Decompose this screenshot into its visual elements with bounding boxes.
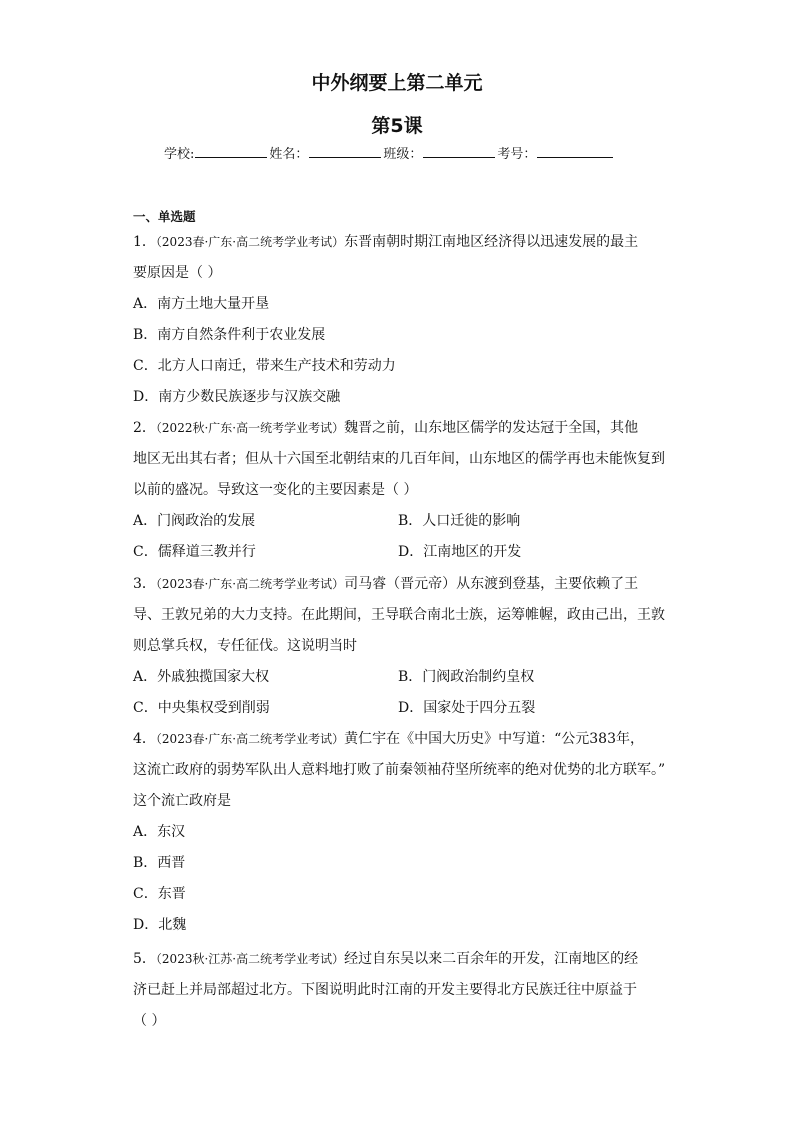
question-number: 1． — [133, 234, 156, 250]
options-row — [133, 537, 663, 568]
question-text: 地区无出其右者；但从十六国至北朝结束的几百年间，山东地区的儒学再也未能恢复到 — [133, 451, 665, 467]
question-source: （2022秋·广东·高一统考学业考试） — [155, 421, 345, 435]
class-field[interactable] — [423, 143, 495, 158]
question-source: （2023春·广东·高二统考学业考试） — [155, 235, 345, 249]
question-text: 则总掌兵权，专任征伐。这说明当时 — [133, 638, 357, 654]
option-c[interactable]: C．东晋 — [133, 886, 186, 902]
name-label: 姓名： — [269, 147, 309, 162]
options-row — [133, 506, 663, 537]
question-source: （2023春·广东·高二统考学业考试） — [155, 732, 345, 746]
question-5 — [133, 944, 663, 1037]
question-text: 司马睿（晋元帝）从东渡到登基，主要依赖了王 — [344, 576, 639, 592]
question-3 — [133, 569, 663, 724]
section-heading: 一、单选题 — [133, 209, 196, 224]
question-source: （2023春·广东·高二统考学业考试） — [155, 577, 345, 591]
question-number: 4． — [133, 731, 156, 747]
question-number: 5． — [133, 951, 156, 967]
question-text: 济已赶上并局部超过北方。下图说明此时江南的开发主要得北方民族迁往中原益于 — [133, 982, 637, 998]
question-number: 2． — [133, 420, 156, 436]
option-b[interactable]: B．人口迁徙的影响 — [398, 513, 521, 529]
question-text: 这个流亡政府是 — [133, 793, 231, 809]
school-label: 学校: — [164, 147, 195, 162]
class-label: 班级： — [383, 147, 423, 162]
school-field[interactable] — [195, 143, 267, 158]
question-number: 3． — [133, 576, 156, 592]
option-b[interactable]: B．南方自然条件利于农业发展 — [133, 327, 326, 343]
question-text: （ ） — [133, 1013, 166, 1029]
question-stem — [133, 944, 663, 975]
question-stem — [133, 413, 663, 444]
option-d[interactable]: D．南方少数民族逐步与汉族交融 — [133, 389, 341, 405]
option-b[interactable]: B．门阀政治制约皇权 — [398, 669, 535, 685]
option-d[interactable]: D．江南地区的开发 — [398, 544, 522, 560]
options-row — [133, 662, 663, 693]
option-b[interactable]: B．西晋 — [133, 855, 186, 871]
question-text: 经过自东吴以来二百余年的开发，江南地区的经 — [344, 951, 639, 967]
question-1 — [133, 227, 663, 413]
question-stem — [133, 724, 663, 755]
option-a[interactable]: A．外戚独揽国家大权 — [133, 669, 270, 685]
exam-number-label: 考号： — [497, 147, 537, 162]
question-text: 这流亡政府的弱势军队出人意料地打败了前秦领袖苻坚所统率的绝对优势的北方联军。” — [133, 762, 666, 778]
question-text: 黄仁宇在《中国大历史》中写道：“公元383年， — [344, 731, 644, 747]
option-a[interactable]: A．东汉 — [133, 824, 186, 840]
name-field[interactable] — [309, 143, 381, 158]
lesson-title: 第5课 — [371, 115, 423, 137]
question-stem — [133, 227, 663, 258]
option-a[interactable]: A．门阀政治的发展 — [133, 513, 256, 529]
options-row — [133, 693, 663, 724]
option-d[interactable]: D．北魏 — [133, 917, 187, 933]
student-info-row — [164, 143, 615, 162]
question-text: 东晋南朝时期江南地区经济得以迅速发展的最主 — [344, 234, 639, 250]
question-source: （2023秋·江苏·高二统考学业考试） — [155, 952, 345, 966]
option-c[interactable]: C．北方人口南迁，带来生产技术和劳动力 — [133, 358, 396, 374]
option-c[interactable]: C．儒释道三教并行 — [133, 544, 256, 560]
document-title: 中外纲要上第二单元 — [311, 72, 483, 94]
option-c[interactable]: C．中央集权受到削弱 — [133, 700, 270, 716]
question-text: 魏晋之前，山东地区儒学的发达冠于全国，其他 — [344, 420, 639, 436]
option-a[interactable]: A．南方土地大量开垦 — [133, 296, 270, 312]
question-4 — [133, 724, 666, 941]
question-text: 以前的盛况。导致这一变化的主要因素是（ ） — [133, 482, 418, 498]
question-text: 要原因是（ ） — [133, 265, 222, 281]
question-stem — [133, 569, 663, 600]
question-text: 导、王敦兄弟的大力支持。在此期间，王导联合南北士族，运筹帷幄，政由己出，王敦 — [133, 607, 665, 623]
question-2 — [133, 413, 663, 568]
exam-number-field[interactable] — [537, 143, 613, 158]
option-d[interactable]: D．国家处于四分五裂 — [398, 700, 536, 716]
